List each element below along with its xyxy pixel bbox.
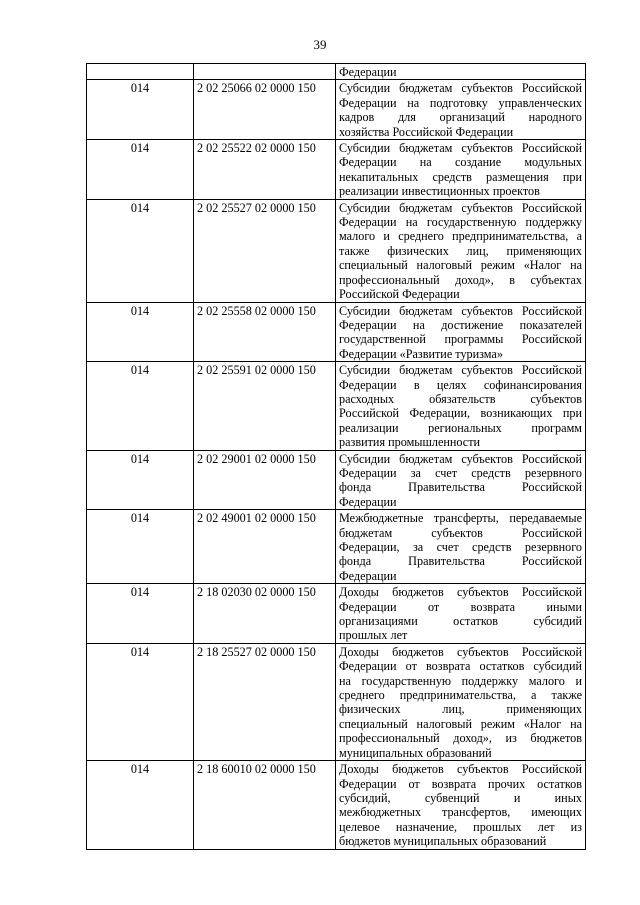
table-row: [87, 362, 586, 450]
description-line: Федерации от возврата прочих остатков: [339, 776, 582, 791]
revenue-code-cell: 2 02 25558 02 0000 150: [194, 302, 336, 362]
description-line: Федерации: [339, 494, 397, 509]
description-line: профессиональный доход», в субъектах: [339, 272, 582, 287]
revenue-description-cell: [336, 80, 586, 140]
description-line: Субсидии бюджетам субъектов Российской: [339, 451, 582, 466]
description-line: специальный налоговый режим «Налог на: [339, 258, 582, 273]
description-line: на государственную поддержку малого и: [339, 673, 582, 688]
table-row: [87, 761, 586, 849]
description-line: Доходы бюджетов субъектов Российской: [339, 762, 582, 777]
description-line: реализации региональных программ: [339, 420, 582, 435]
revenue-description-cell: [336, 302, 586, 362]
revenue-description-cell: [336, 140, 586, 200]
revenue-description-cell: [336, 584, 586, 644]
revenue-code-cell: 2 02 25527 02 0000 150: [194, 199, 336, 302]
description-line: Федерации от возврата остатков субсидий: [339, 659, 582, 674]
description-line: Федерации: [339, 65, 397, 79]
description-line: Субсидии бюджетам субъектов Российской: [339, 81, 582, 96]
description-line: Российской Федерации: [339, 287, 460, 302]
table-row: [87, 140, 586, 200]
description-line: Федерации «Развитие туризма»: [339, 346, 503, 361]
description-line: Федерации на государственную поддержку: [339, 215, 582, 230]
description-line: Межбюджетные трансферты, передаваемые: [339, 511, 582, 526]
description-line: Федерации на подготовку управленческих: [339, 95, 582, 110]
admin-code-cell: 014: [87, 80, 194, 140]
budget-revenue-table: [86, 63, 586, 850]
description-line: государственной программы Российской: [339, 332, 582, 347]
page-number: 39: [313, 37, 327, 52]
description-line: также физических лиц, применяющих: [339, 243, 582, 258]
revenue-description-cell: [336, 643, 586, 760]
description-line: хозяйства Российской Федерации: [339, 124, 514, 139]
description-line: профессиональный доход», из бюджетов: [339, 731, 582, 746]
admin-code-cell: 014: [87, 510, 194, 584]
table-row: [87, 199, 586, 302]
description-line: Федерации на достижение показателей: [339, 317, 582, 332]
description-line: Федерации в целях софинансирования: [339, 377, 582, 392]
description-line: расходных обязательств субъектов: [339, 391, 582, 406]
description-line: бюджетам субъектов Российской: [339, 525, 582, 540]
table-row: [87, 450, 586, 510]
admin-code-cell: 014: [87, 643, 194, 760]
table-row: [87, 64, 586, 80]
admin-code-cell: 014: [87, 761, 194, 849]
description-line: субсидий, субвенций и иных: [339, 790, 582, 805]
description-line: бюджетов муниципальных образований: [339, 834, 547, 849]
description-line: Субсидии бюджетам субъектов Российской: [339, 200, 582, 215]
description-line: организациями остатков субсидий: [339, 614, 582, 629]
description-line: Субсидии бюджетам субъектов Российской: [339, 141, 582, 156]
revenue-description-cell: [336, 199, 586, 302]
description-line: фонда Правительства Российской: [339, 554, 582, 569]
description-line: среднего предпринимательства, а также: [339, 688, 582, 703]
table-row: [87, 510, 586, 584]
table-row: [87, 302, 586, 362]
admin-code-cell: [87, 64, 194, 80]
admin-code-cell: 014: [87, 584, 194, 644]
revenue-code-cell: 2 02 25066 02 0000 150: [194, 80, 336, 140]
description-line: муниципальных образований: [339, 745, 492, 760]
revenue-code-cell: 2 18 02030 02 0000 150: [194, 584, 336, 644]
revenue-code-cell: 2 02 29001 02 0000 150: [194, 450, 336, 510]
description-line: Федерации за счет средств резервного: [339, 465, 582, 480]
description-line: Федерации от возврата иными: [339, 599, 582, 614]
description-line: физических лиц, применяющих: [339, 702, 582, 717]
table-row: [87, 643, 586, 760]
description-line: развития промышленности: [339, 435, 481, 450]
revenue-code-cell: 2 18 25527 02 0000 150: [194, 643, 336, 760]
revenue-description-cell: [336, 64, 586, 80]
table-body: [87, 64, 586, 850]
description-line: кадров для организаций народного: [339, 110, 582, 125]
revenue-code-cell: [194, 64, 336, 80]
table-row: [87, 80, 586, 140]
revenue-description-cell: [336, 362, 586, 450]
revenue-description-cell: [336, 450, 586, 510]
description-line: Доходы бюджетов субъектов Российской: [339, 644, 582, 659]
admin-code-cell: 014: [87, 450, 194, 510]
revenue-code-cell: 2 02 49001 02 0000 150: [194, 510, 336, 584]
description-line: некапитальных средств размещения при: [339, 169, 582, 184]
revenue-code-cell: 2 02 25591 02 0000 150: [194, 362, 336, 450]
description-line: Субсидии бюджетам субъектов Российской: [339, 363, 582, 378]
admin-code-cell: 014: [87, 199, 194, 302]
admin-code-cell: 014: [87, 302, 194, 362]
revenue-description-cell: [336, 510, 586, 584]
description-line: целевое назначение, прошлых лет из: [339, 819, 582, 834]
description-line: малого и среднего предпринимательства, а: [339, 229, 582, 244]
table-row: [87, 584, 586, 644]
description-line: Доходы бюджетов субъектов Российской: [339, 585, 582, 600]
description-line: специальный налоговый режим «Налог на: [339, 716, 582, 731]
description-line: межбюджетных трансфертов, имеющих: [339, 805, 582, 820]
revenue-code-cell: 2 18 60010 02 0000 150: [194, 761, 336, 849]
description-line: Федерации на создание модульных: [339, 155, 582, 170]
description-line: Субсидии бюджетам субъектов Российской: [339, 303, 582, 318]
description-line: Федерации, за счет средств резервного: [339, 540, 582, 554]
description-line: Федерации: [339, 568, 397, 583]
description-line: Российской Федерации, возникающих при: [339, 406, 582, 421]
description-line: прошлых лет: [339, 628, 408, 643]
revenue-code-cell: 2 02 25522 02 0000 150: [194, 140, 336, 200]
revenue-description-cell: [336, 761, 586, 849]
description-line: реализации инвестиционных проектов: [339, 184, 540, 199]
description-line: фонда Правительства Российской: [339, 480, 582, 495]
admin-code-cell: 014: [87, 140, 194, 200]
admin-code-cell: 014: [87, 362, 194, 450]
